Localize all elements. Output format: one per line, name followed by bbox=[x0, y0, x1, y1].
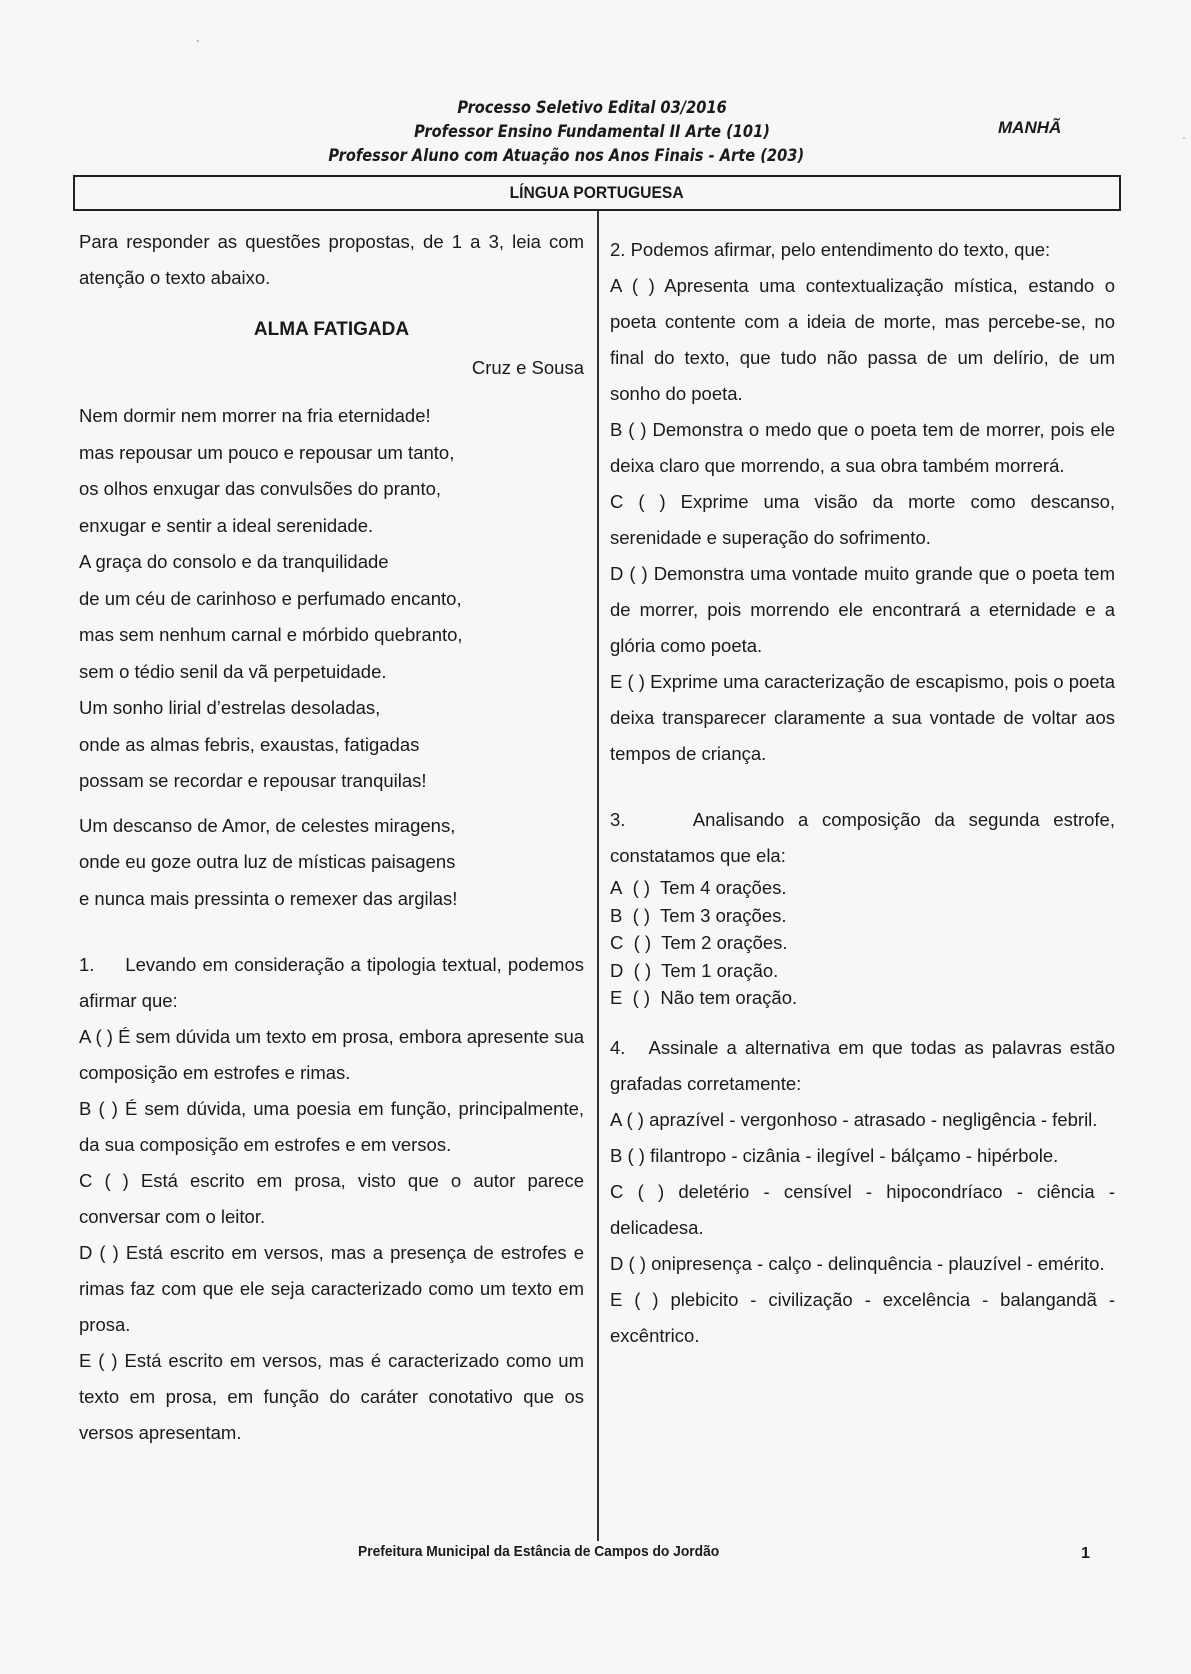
option-letter: D bbox=[610, 1252, 624, 1274]
option-d[interactable] bbox=[610, 1246, 1115, 1282]
answer-checkbox[interactable]: ( ) bbox=[626, 1108, 644, 1130]
question-stem: Podemos afirmar, pelo entendimento do texto, que: bbox=[630, 239, 1051, 260]
answer-checkbox[interactable]: ( ) bbox=[629, 563, 648, 584]
option-a[interactable] bbox=[610, 874, 1115, 902]
verse: A graça do consolo e da tranquilidade bbox=[79, 551, 389, 572]
exam-period: MANHÃ bbox=[998, 118, 1062, 137]
option-text: É sem dúvida, uma poesia em função, principalmente, da sua composição em estrofes e em versos. bbox=[79, 1098, 585, 1155]
option-text: Está escrito em prosa, visto que o autor parece conversar com o leitor. bbox=[79, 1170, 585, 1227]
option-a[interactable] bbox=[610, 1102, 1115, 1138]
question-2 bbox=[610, 232, 1115, 772]
option-letter: C bbox=[610, 932, 624, 953]
option-text: Está escrito em versos, mas a presença de estrofes e rimas faz com que ele seja caracterizado como um texto em prosa. bbox=[79, 1242, 585, 1335]
option-letter: A bbox=[610, 877, 623, 898]
exam-title: Processo Seletivo Edital 03/2016 bbox=[457, 98, 727, 118]
question-number: 4. bbox=[610, 1036, 626, 1058]
option-letter: D bbox=[610, 563, 624, 584]
option-letter: B bbox=[610, 419, 623, 440]
option-text: Está escrito em versos, mas é caracterizado como um texto em prosa, em função do caráter conotativo que os versos apresentam. bbox=[79, 1350, 585, 1443]
verse: sem o tédio senil da vã perpetuidade. bbox=[79, 660, 387, 682]
option-text: Tem 4 orações. bbox=[660, 877, 787, 898]
option-text: Demonstra o medo que o poeta tem de morrer, pois ele deixa claro que morrendo, a sua obra também morrerá. bbox=[610, 419, 1116, 476]
section-title-box bbox=[73, 175, 1121, 211]
answer-checkbox[interactable]: ( ) bbox=[98, 1098, 118, 1119]
option-d[interactable] bbox=[79, 1235, 584, 1343]
option-b[interactable] bbox=[79, 1091, 584, 1163]
option-d[interactable] bbox=[610, 556, 1115, 664]
scan-mark: ` bbox=[196, 38, 200, 52]
option-text: onipresença - calço - delinquência - plauzível - emérito. bbox=[651, 1252, 1105, 1274]
option-letter: C bbox=[79, 1170, 93, 1191]
answer-checkbox[interactable]: ( ) bbox=[634, 1288, 659, 1310]
option-text: Apresenta uma contextualização mística, estando o poeta contente com a ideia de morte, mas percebe-se, no final do texto, que tudo não passa de um delírio, de um sonho do poeta. bbox=[610, 275, 1115, 404]
answer-checkbox[interactable]: ( ) bbox=[627, 1144, 645, 1166]
poem-stanza-2 bbox=[79, 808, 584, 918]
column-divider bbox=[597, 211, 599, 1541]
question-stem: Analisando a composição da segunda estrofe, constatamos que ela: bbox=[610, 809, 1115, 866]
option-letter: D bbox=[610, 959, 624, 981]
question-stem: Assinale a alternativa em que todas as palavras estão grafadas corretamente: bbox=[610, 1036, 1115, 1094]
option-text: Exprime uma visão da morte como descanso, serenidade e superação do sofrimento. bbox=[610, 491, 1116, 548]
question-1 bbox=[79, 947, 584, 1451]
option-letter: E bbox=[610, 1288, 623, 1310]
answer-checkbox[interactable]: ( ) bbox=[638, 491, 666, 512]
option-c[interactable] bbox=[610, 929, 1115, 957]
verse: mas sem nenhum carnal e mórbido quebranto, bbox=[79, 624, 463, 645]
option-a[interactable] bbox=[610, 268, 1115, 412]
option-letter: B bbox=[610, 904, 623, 926]
option-b[interactable] bbox=[610, 902, 1115, 930]
answer-checkbox[interactable]: ( ) bbox=[95, 1026, 113, 1047]
option-e[interactable] bbox=[610, 664, 1115, 772]
option-letter: E bbox=[610, 671, 623, 692]
answer-checkbox[interactable]: ( ) bbox=[627, 671, 645, 692]
question-4 bbox=[610, 1030, 1115, 1354]
option-a[interactable] bbox=[79, 1019, 584, 1091]
verse: mas repousar um pouco e repousar um tanto, bbox=[79, 441, 455, 463]
option-d[interactable] bbox=[610, 957, 1115, 985]
poem-title: ALMA FATIGADA bbox=[253, 319, 410, 340]
left-column bbox=[79, 224, 584, 1451]
answer-checkbox[interactable]: ( ) bbox=[633, 959, 652, 981]
question-number: 1. bbox=[79, 954, 95, 975]
option-text: Exprime uma caracterização de escapismo, pois o poeta deixa transparecer claramente a sua vontade de voltar aos tempos de criança. bbox=[610, 671, 1116, 764]
answer-checkbox[interactable]: ( ) bbox=[631, 275, 655, 296]
option-text: plebicito - civilização - excelência - balangandã - excêntrico. bbox=[610, 1288, 1115, 1346]
option-letter: C bbox=[610, 491, 624, 512]
verse: Nem dormir nem morrer na fria eternidade! bbox=[79, 405, 431, 426]
verse: de um céu de carinhoso e perfumado encanto, bbox=[79, 587, 462, 609]
answer-checkbox[interactable]: ( ) bbox=[99, 1242, 119, 1263]
option-text: filantropo - cizânia - ilegível - bálçamo - hipérbole. bbox=[650, 1144, 1059, 1166]
answer-checkbox[interactable]: ( ) bbox=[104, 1170, 129, 1191]
option-text: Tem 1 oração. bbox=[661, 959, 779, 981]
scan-mark: · bbox=[1182, 130, 1186, 144]
verse: Um sonho lirial d’estrelas desoladas, bbox=[79, 697, 381, 718]
option-e[interactable] bbox=[610, 1282, 1115, 1354]
option-text: aprazível - vergonhoso - atrasado - negligência - febril. bbox=[649, 1108, 1098, 1130]
right-column bbox=[610, 232, 1115, 1354]
verse: os olhos enxugar das convulsões do pranto, bbox=[79, 478, 442, 499]
option-b[interactable] bbox=[610, 1138, 1115, 1174]
option-c[interactable] bbox=[610, 1174, 1115, 1246]
option-text: Tem 3 orações. bbox=[660, 904, 787, 926]
question-stem: Levando em consideração a tipologia textual, podemos afirmar que: bbox=[79, 954, 584, 1011]
answer-checkbox[interactable]: ( ) bbox=[628, 419, 647, 440]
option-letter: E bbox=[610, 987, 623, 1008]
page-number: 1 bbox=[1081, 1545, 1090, 1562]
option-letter: E bbox=[79, 1350, 92, 1371]
footer-institution: Prefeitura Municipal da Estância de Campos do Jordão bbox=[358, 1543, 720, 1560]
verse: e nunca mais pressinta o remexer das argilas! bbox=[79, 887, 458, 909]
instructions: Para responder as questões propostas, de 1 a 3, leia com atenção o texto abaixo. bbox=[79, 231, 584, 288]
option-text: deletério - censível - hipocondríaco - ciência - delicadesa. bbox=[610, 1180, 1116, 1238]
verse: enxugar e sentir a ideal serenidade. bbox=[79, 514, 374, 536]
answer-checkbox[interactable]: ( ) bbox=[637, 1180, 665, 1202]
option-b[interactable] bbox=[610, 412, 1115, 484]
option-letter: A bbox=[610, 275, 622, 296]
option-text: Tem 2 orações. bbox=[661, 932, 788, 953]
answer-checkbox[interactable]: ( ) bbox=[632, 877, 651, 898]
exam-position-101: Professor Ensino Fundamental II Arte (101) bbox=[414, 122, 770, 142]
option-c[interactable] bbox=[79, 1163, 584, 1235]
poem-author: Cruz e Sousa bbox=[471, 357, 584, 378]
answer-checkbox[interactable]: ( ) bbox=[632, 987, 651, 1008]
verse: Um descanso de Amor, de celestes miragens, bbox=[79, 814, 456, 836]
answer-checkbox[interactable]: ( ) bbox=[633, 932, 652, 953]
verse: onde as almas febris, exaustas, fatigadas bbox=[79, 733, 420, 755]
option-text: É sem dúvida um texto em prosa, embora apresente sua composição em estrofes e rimas. bbox=[79, 1026, 585, 1083]
question-number: 2. bbox=[610, 239, 626, 260]
option-text: Demonstra uma vontade muito grande que o poeta tem de morrer, pois morrendo ele encontrará a eternidade e a glória como poeta. bbox=[610, 563, 1116, 656]
exam-position-203: Professor Aluno com Atuação nos Anos Finais - Arte (203) bbox=[328, 146, 805, 166]
question-number: 3. bbox=[610, 809, 626, 830]
option-c[interactable] bbox=[610, 484, 1115, 556]
option-letter: B bbox=[610, 1144, 623, 1166]
section-title: LÍNGUA PORTUGUESA bbox=[509, 183, 685, 202]
verse: possam se recordar e repousar tranquilas! bbox=[79, 770, 427, 791]
option-e[interactable] bbox=[79, 1343, 584, 1451]
answer-checkbox[interactable]: ( ) bbox=[98, 1350, 118, 1371]
option-text: Não tem oração. bbox=[660, 987, 798, 1008]
question-3 bbox=[610, 802, 1115, 1012]
option-letter: C bbox=[610, 1180, 624, 1202]
poem-stanza-1 bbox=[79, 398, 584, 800]
answer-checkbox[interactable]: ( ) bbox=[628, 1252, 646, 1274]
verse: onde eu goze outra luz de místicas paisagens bbox=[79, 851, 456, 872]
option-e[interactable] bbox=[610, 984, 1115, 1012]
option-letter: A bbox=[610, 1108, 622, 1130]
option-letter: A bbox=[79, 1026, 91, 1047]
answer-checkbox[interactable]: ( ) bbox=[632, 904, 651, 926]
option-letter: D bbox=[79, 1242, 93, 1263]
option-letter: B bbox=[79, 1098, 92, 1119]
